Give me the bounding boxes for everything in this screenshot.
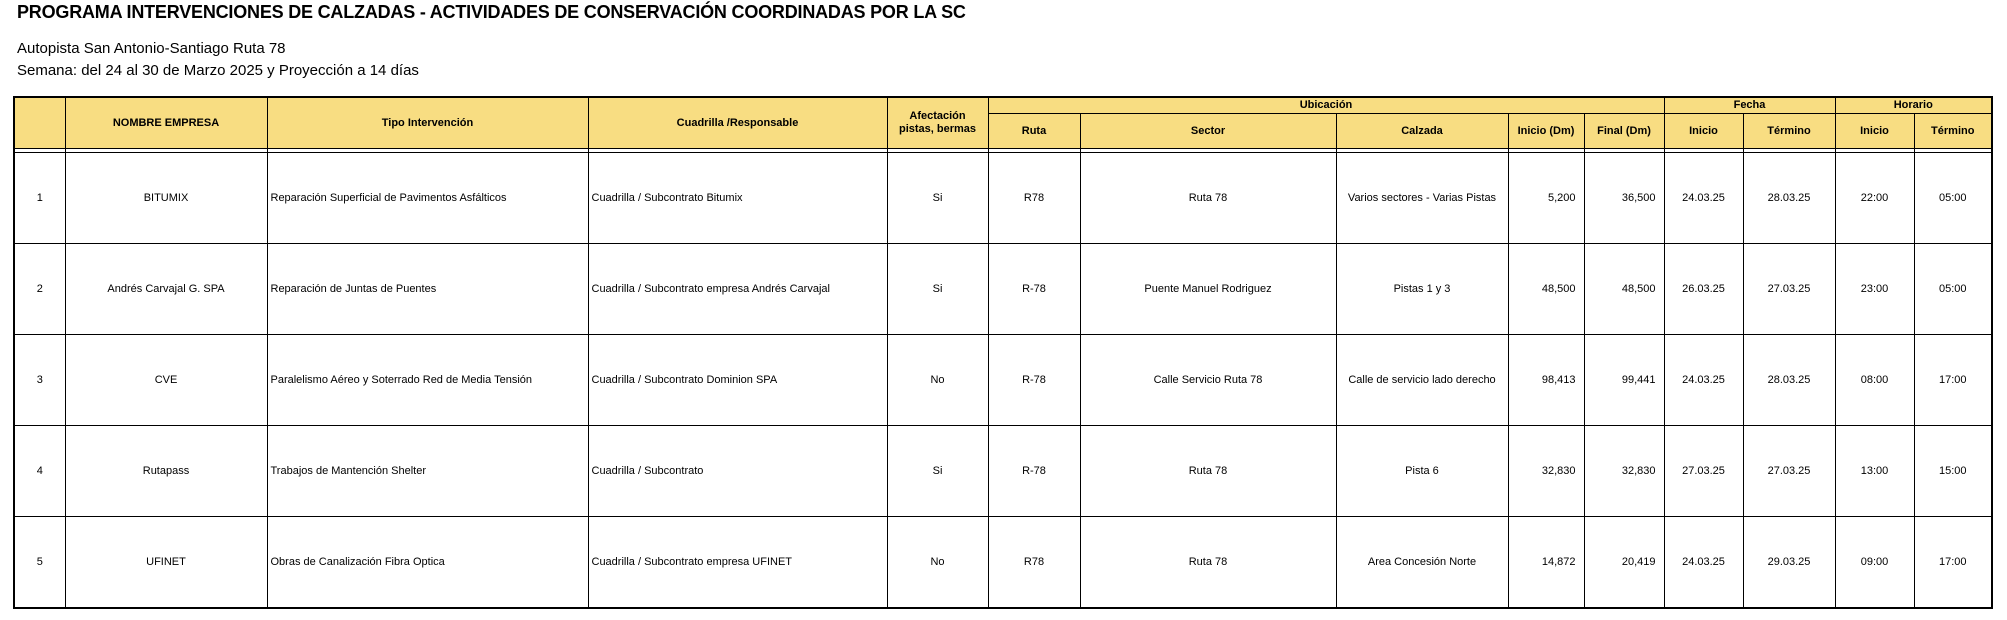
- cell-fecha-inicio: 24.03.25: [1664, 153, 1743, 244]
- cell-afectacion: No: [887, 335, 988, 426]
- header-fecha-inicio: Inicio: [1664, 114, 1743, 149]
- cell-fecha-inicio: 26.03.25: [1664, 244, 1743, 335]
- header-afectacion-line1: Afectación: [909, 110, 966, 122]
- cell-sector: Ruta 78: [1080, 426, 1336, 517]
- cell-inicio-dm: 14,872: [1508, 517, 1584, 609]
- cell-final-dm: 36,500: [1584, 153, 1664, 244]
- cell-hora-termino: 05:00: [1914, 153, 1992, 244]
- cell-afectacion: No: [887, 517, 988, 609]
- cell-tipo: Reparación Superficial de Pavimentos Asfálticos: [267, 153, 588, 244]
- header-tipo: Tipo Intervención: [267, 97, 588, 149]
- cell-fecha-termino: 28.03.25: [1743, 335, 1835, 426]
- header-empresa: NOMBRE EMPRESA: [65, 97, 267, 149]
- cell-tipo: Trabajos de Mantención Shelter: [267, 426, 588, 517]
- cell-afectacion: Si: [887, 426, 988, 517]
- table-row: [14, 426, 1992, 517]
- header-cuadrilla: Cuadrilla /Responsable: [588, 97, 887, 149]
- cell-inicio-dm: 98,413: [1508, 335, 1584, 426]
- cell-tipo: Paralelismo Aéreo y Soterrado Red de Media Tensión: [267, 335, 588, 426]
- cell-fecha-termino: 27.03.25: [1743, 244, 1835, 335]
- header-horario: Horario: [1835, 97, 1992, 114]
- cell-hora-termino: 17:00: [1914, 335, 1992, 426]
- cell-fecha-termino: 29.03.25: [1743, 517, 1835, 609]
- subtitle-week: Semana: del 24 al 30 de Marzo 2025 y Proyección a 14 días: [17, 62, 419, 79]
- cell-ruta: R-78: [988, 244, 1080, 335]
- cell-empresa: Rutapass: [65, 426, 267, 517]
- cell-tipo: Reparación de Juntas de Puentes: [267, 244, 588, 335]
- cell-sector: Calle Servicio Ruta 78: [1080, 335, 1336, 426]
- cell-fecha-termino: 28.03.25: [1743, 153, 1835, 244]
- cell-empresa: CVE: [65, 335, 267, 426]
- cell-hora-inicio: 09:00: [1835, 517, 1914, 609]
- cell-final-dm: 20,419: [1584, 517, 1664, 609]
- cell-number: 1: [14, 153, 65, 244]
- cell-fecha-termino: 27.03.25: [1743, 426, 1835, 517]
- cell-hora-termino: 17:00: [1914, 517, 1992, 609]
- cell-fecha-inicio: 24.03.25: [1664, 517, 1743, 609]
- header-fecha-termino: Término: [1743, 114, 1835, 149]
- table-row: [14, 244, 1992, 335]
- cell-hora-inicio: 08:00: [1835, 335, 1914, 426]
- cell-sector: Ruta 78: [1080, 153, 1336, 244]
- cell-calzada: Pistas 1 y 3: [1336, 244, 1508, 335]
- cell-ruta: R78: [988, 517, 1080, 609]
- cell-calzada: Area Concesión Norte: [1336, 517, 1508, 609]
- cell-cuadrilla: Cuadrilla / Subcontrato Dominion SPA: [588, 335, 887, 426]
- cell-fecha-inicio: 27.03.25: [1664, 426, 1743, 517]
- cell-number: 4: [14, 426, 65, 517]
- table-row: [14, 517, 1992, 609]
- cell-cuadrilla: Cuadrilla / Subcontrato Bitumix: [588, 153, 887, 244]
- header-number: [14, 97, 65, 149]
- cell-calzada: Calle de servicio lado derecho: [1336, 335, 1508, 426]
- cell-inicio-dm: 48,500: [1508, 244, 1584, 335]
- cell-sector: Ruta 78: [1080, 517, 1336, 609]
- header-final-dm: Final (Dm): [1584, 114, 1664, 149]
- table-row: [14, 335, 1992, 426]
- header-afectacion-line2: pistas, bermas: [898, 123, 977, 135]
- cell-calzada: Varios sectores - Varias Pistas: [1336, 153, 1508, 244]
- cell-calzada: Pista 6: [1336, 426, 1508, 517]
- cell-afectacion: Si: [887, 153, 988, 244]
- cell-hora-inicio: 13:00: [1835, 426, 1914, 517]
- cell-cuadrilla: Cuadrilla / Subcontrato empresa UFINET: [588, 517, 887, 609]
- header-row-top: [14, 97, 1992, 114]
- cell-sector: Puente Manuel Rodriguez: [1080, 244, 1336, 335]
- cell-inicio-dm: 32,830: [1508, 426, 1584, 517]
- cell-cuadrilla: Cuadrilla / Subcontrato: [588, 426, 887, 517]
- header-horario-termino: Término: [1914, 114, 1992, 149]
- header-afectacion: [887, 97, 988, 149]
- cell-empresa: UFINET: [65, 517, 267, 609]
- cell-fecha-inicio: 24.03.25: [1664, 335, 1743, 426]
- header-calzada: Calzada: [1336, 114, 1508, 149]
- cell-hora-termino: 15:00: [1914, 426, 1992, 517]
- cell-empresa: BITUMIX: [65, 153, 267, 244]
- cell-ruta: R-78: [988, 335, 1080, 426]
- header-inicio-dm: Inicio (Dm): [1508, 114, 1584, 149]
- page-title: PROGRAMA INTERVENCIONES DE CALZADAS - ACTIVIDADES DE CONSERVACIÓN COORDINADAS POR LA SC: [17, 2, 966, 22]
- cell-number: 3: [14, 335, 65, 426]
- cell-number: 5: [14, 517, 65, 609]
- cell-afectacion: Si: [887, 244, 988, 335]
- cell-empresa: Andrés Carvajal G. SPA: [65, 244, 267, 335]
- cell-hora-termino: 05:00: [1914, 244, 1992, 335]
- cell-final-dm: 99,441: [1584, 335, 1664, 426]
- interventions-table: [13, 96, 1993, 609]
- header-horario-inicio: Inicio: [1835, 114, 1914, 149]
- cell-final-dm: 48,500: [1584, 244, 1664, 335]
- header-fecha: Fecha: [1664, 97, 1835, 114]
- cell-hora-inicio: 23:00: [1835, 244, 1914, 335]
- cell-cuadrilla: Cuadrilla / Subcontrato empresa Andrés Carvajal: [588, 244, 887, 335]
- header-sector: Sector: [1080, 114, 1336, 149]
- cell-hora-inicio: 22:00: [1835, 153, 1914, 244]
- header-ruta: Ruta: [988, 114, 1080, 149]
- cell-ruta: R-78: [988, 426, 1080, 517]
- table-row: [14, 153, 1992, 244]
- cell-ruta: R78: [988, 153, 1080, 244]
- header-ubicacion: Ubicación: [988, 97, 1664, 114]
- cell-tipo: Obras de Canalización Fibra Optica: [267, 517, 588, 609]
- cell-number: 2: [14, 244, 65, 335]
- cell-inicio-dm: 5,200: [1508, 153, 1584, 244]
- cell-final-dm: 32,830: [1584, 426, 1664, 517]
- subtitle-highway: Autopista San Antonio-Santiago Ruta 78: [17, 40, 286, 57]
